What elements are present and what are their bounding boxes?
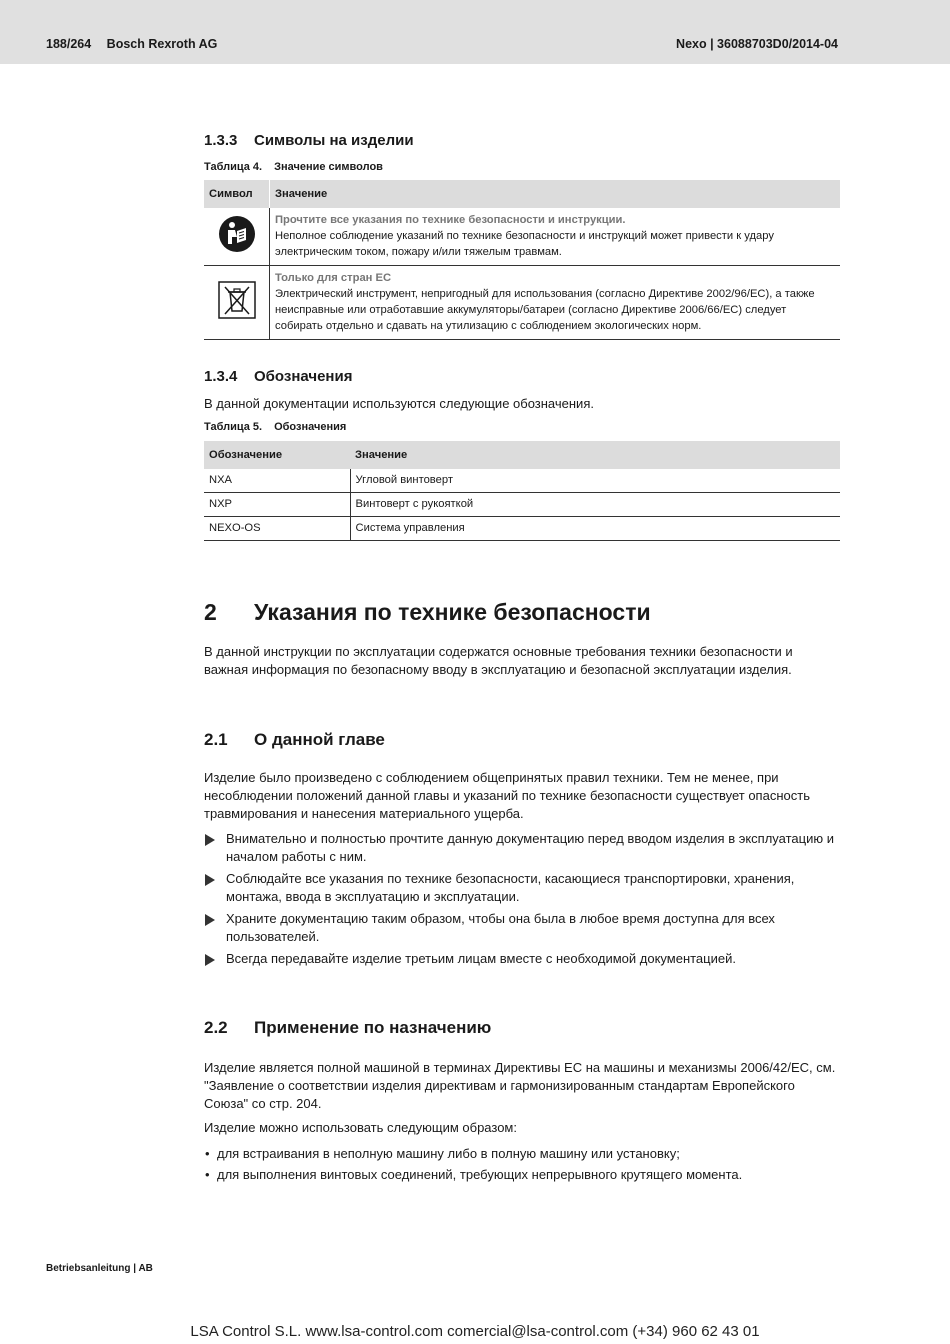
- col-meaning: Значение: [350, 441, 840, 469]
- table-row: [204, 208, 840, 266]
- list-item: Внимательно и полностью прочтите данную документацию перед вводом изделия в эксплуатацию и началом работы с ним.: [204, 830, 840, 866]
- list-item: • для выполнения винтовых соединений, требующих непрерывного крутящего момента.: [205, 1167, 743, 1182]
- list-item: Храните документацию таким образом, чтобы она была в любое время доступна для всех пользователей.: [204, 910, 840, 946]
- section-2-2-heading: 2.2 Применение по назначению: [204, 1018, 492, 1037]
- doc-id: Nexo | 36088703D0/2014-04: [676, 37, 838, 51]
- row-title: Только для стран ЕС: [275, 272, 392, 284]
- usage-list: [204, 1145, 840, 1187]
- chapter-2-heading: 2 Указания по технике безопасности: [204, 599, 651, 625]
- footer-left: Betriebsanleitung | AB: [46, 1263, 153, 1274]
- section-2-1-text: Изделие было произведено с соблюдением общепринятых правил техники. Тем не менее, при несоблюдении положений данной главы и указаний по технике безопасности существует опасность травмирования и нанесения материального ущерба.: [204, 770, 810, 821]
- instructions-list: [204, 830, 840, 972]
- table-4-caption: Таблица 4. Значение символов: [204, 161, 383, 173]
- footer-contact: LSA Control S.L. www.lsa-control.com comercial@lsa-control.com (+34) 960 62 43 01: [190, 1323, 760, 1340]
- section-2-2-text: Изделие является полной машиной в терминах Директивы ЕС на машины и механизмы 2006/42/ЕС, см. "Заявление о соответствии изделия директивам и гармонизированным стандартам Европейского Союза" со стр. 204.: [204, 1060, 836, 1111]
- row-text: Неполное соблюдение указаний по технике безопасности и инструкций может привести к удару электрическим током, пожару и/или тяжелым травмам.: [275, 230, 774, 258]
- page-number: 188/264: [46, 37, 92, 51]
- table-row: NXP Винтоверт с рукояткой: [204, 493, 840, 517]
- section-1-3-3-heading: 1.3.3 Символы на изделии: [204, 132, 414, 149]
- row-title: Прочтите все указания по технике безопасности и инструкции.: [275, 214, 626, 226]
- section-2-1-heading: 2.1 О данной главе: [204, 730, 385, 749]
- company-name: Bosch Rexroth AG: [106, 37, 218, 51]
- col-symbol: Символ: [204, 180, 270, 208]
- col-meaning: Значение: [270, 180, 841, 208]
- designations-table: [204, 441, 840, 541]
- table-row: NEXO-OS Система управления: [204, 517, 840, 541]
- page-header: [0, 0, 950, 64]
- symbols-table: [204, 180, 840, 340]
- read-manual-icon: [218, 215, 256, 253]
- chapter-2-text: В данной инструкции по эксплуатации содержатся основные требования техники безопасности и важная информация по безопасному вводу в эксплуатацию и безопасной эксплуатации изделия.: [204, 644, 793, 677]
- table-row: NXA Угловой винтоверт: [204, 469, 840, 493]
- crossed-bin-icon: [218, 281, 256, 319]
- row-text: Электрический инструмент, непригодный для использования (согласно Директиве 2002/96/EC), а также неисправные или отработавшие аккумуляторы/батареи (согласно Директиве 2006/66/EC) следует собирать отдельно и сдавать на утилизацию с соблюдением экологических норм.: [275, 288, 815, 332]
- designations-intro: В данной документации используются следующие обозначения.: [204, 396, 594, 411]
- list-item: Всегда передавайте изделие третьим лицам вместе с необходимой документацией.: [204, 950, 840, 968]
- list-item: • для встраивания в неполную машину либо в полную машину или установку;: [205, 1146, 680, 1161]
- list-item: Соблюдайте все указания по технике безопасности, касающиеся транспортировки, хранения, монтажа, ввода в эксплуатацию и эксплуатации.: [204, 870, 840, 906]
- section-2-2-text2: Изделие можно использовать следующим образом:: [204, 1120, 517, 1135]
- section-1-3-4-heading: 1.3.4 Обозначения: [204, 368, 353, 385]
- col-designation: Обозначение: [204, 441, 350, 469]
- table-5-caption: Таблица 5. Обозначения: [204, 421, 347, 433]
- table-row: [204, 266, 840, 340]
- header-left: [46, 37, 229, 51]
